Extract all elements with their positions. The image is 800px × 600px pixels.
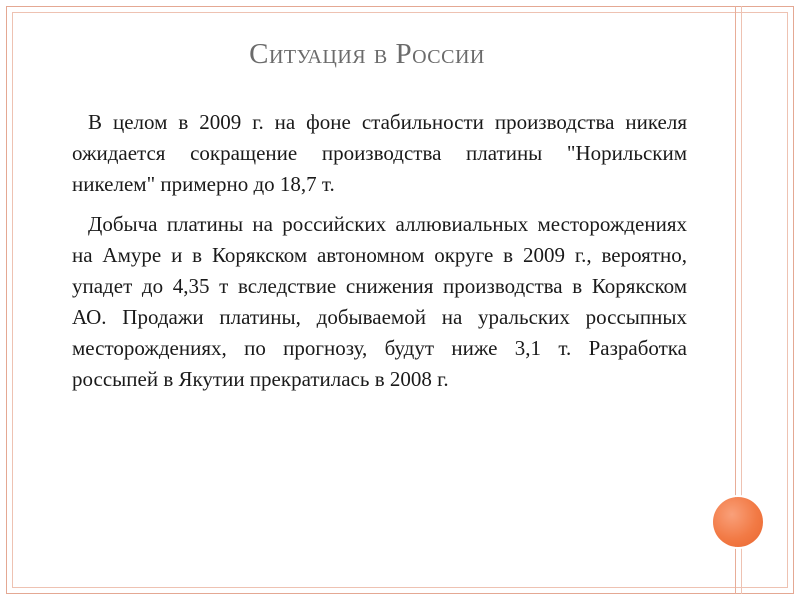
decorative-circle-icon	[713, 497, 763, 547]
paragraph-nickel-platinum-forecast: В целом в 2009 г. на фоне стабильности производства никеля ожидается сокращение производства платины "Норильским никелем" примерно до 18,7 т.	[72, 110, 687, 196]
slide-title: Ситуация в России	[249, 38, 485, 70]
slide-body	[72, 107, 687, 404]
paragraph-alluvial-mining: Добыча платины на российских аллювиальных месторождениях на Амуре и в Корякском автономном округе в 2009 г., вероятно, упадет до 4,35 т вследствие снижения производства в Корякском АО. Продажи платины, добываемой на уральских россыпных месторождениях, по прогнозу, будут ниже 3,1 т. Разработка россыпей в Якутии прекратилась в 2008 г.	[72, 212, 687, 391]
